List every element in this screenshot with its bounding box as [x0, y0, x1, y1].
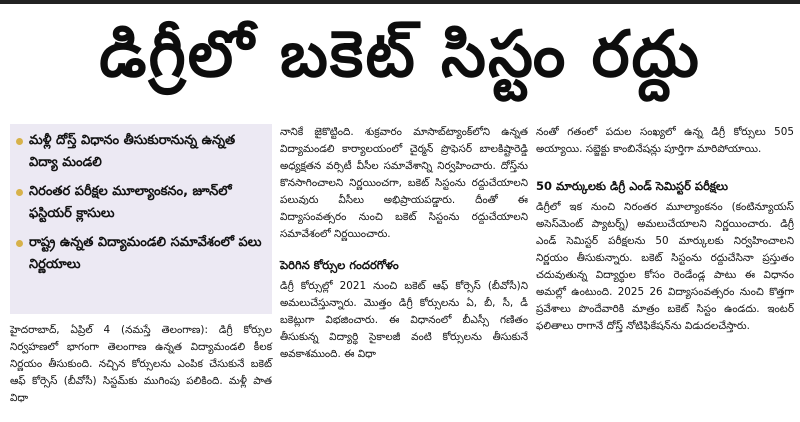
column-3: [536, 124, 794, 335]
highlight-item: [16, 181, 266, 225]
section-subheading: పెరిగిన కోర్సుల గందరగోళం: [280, 258, 399, 272]
bullet-icon: [16, 189, 23, 196]
highlight-text: రాష్ట్ర ఉన్నత విద్యామండలి సమావేశంలో పలు నిర్ణయాలు: [29, 235, 262, 272]
article-paragraph: డిగ్రీ కోర్సుల్లో 2021 నుంచి బకెట్ ఆఫ్ కోర్సెస్ (బీవోసీ)ని అమలుచేస్తున్నారు. మొత్తం డిగ్రీ కోర్సులను ఏ, బీ, సీ, డీ బకెట్లుగా విభజించారు. ఈ విధానంలో బీఎస్సీ గణితం తీసుకున్న విద్యార్థి సైకాలజీ వంటి కోర్సులను తీసుకునే అవకాశముంది. ఈ విధా: [280, 280, 528, 360]
highlight-item: [16, 130, 266, 174]
highlights-box: [10, 124, 272, 314]
column-2: [280, 124, 528, 363]
bullet-icon: [16, 240, 23, 247]
column-1: [10, 124, 272, 407]
section-subheading: 50 మార్కులకు డిగ్రీ ఎండ్ సెమిస్టర్ పరీక్షలు: [536, 179, 729, 193]
highlight-text: మళ్లీ దోస్త్ విధానం తీసుకురానున్న ఉన్నత విద్యా మండలి: [29, 133, 236, 170]
article-paragraph: డిగ్రీలో ఇక నుంచి నిరంతర మూల్యాంకనం (కంటిన్యూయస్ అసెస్‌మెంట్ ప్యాటర్న్) అమలుచేయాలని నిర్ణయించారు. డిగ్రీ ఎండ్ సెమిస్టర్ పరీక్షలను 50 మార్కులకు నిర్వహించాలని నిర్ణయం తీసుకున్నారు. బకెట్ సిస్టంను రద్దుచేసినా ప్రస్తుతం చదువుతున్న విద్యార్థుల కోసం రెండేండ్ల పాటు ఈ విధానం అమల్లో ఉంటుంది. 2025 26 విద్యాసంవత్సరం నుంచి కొత్తగా ప్రవేశాలు పొందేవారికి మాత్రం బకెట్ సిస్టం ఉండదు. ఇంటర్ ఫలితాలు రాగానే దోస్త్ నోటిఫికేషన్‌ను విడుదలచేస్తారు.: [536, 201, 794, 332]
top-rule: [0, 0, 800, 4]
bullet-icon: [16, 138, 23, 145]
highlight-text: నిరంతర పరీక్షల మూల్యాంకనం, జూన్‌లో ఫస్టియర్ క్లాసులు: [29, 184, 232, 221]
article-paragraph: హైదరాబాద్, ఏప్రిల్ 4 (నమస్తే తెలంగాణ): డిగ్రీ కోర్సుల నిర్వహణలో భాగంగా తెలంగాణ ఉన్నత విద్యామండలి కీలక నిర్ణయం తీసుకుంది. నచ్చిన కోర్సులను ఎంపిక చేసుకునే బకెట్ ఆఫ్ కోర్సెస్ (బీవోసీ) సిస్టమ్‌కు ముగింపు పలికింది. మళ్లీ పాత విధా: [10, 324, 272, 404]
headline: డిగ్రీలో బకెట్ సిస్టం రద్దు: [99, 17, 701, 92]
highlight-item: [16, 232, 266, 276]
article-paragraph: నంతో గతంలో పదుల సంఖ్యలో ఉన్న డిగ్రీ కోర్సులు 505 అయ్యాయి. సబ్జెక్టు కాంబినేషన్లు పూర్తిగా మారిపోయాయి.: [536, 126, 794, 155]
article-paragraph: నానికే జైకొట్టింది. శుక్రవారం మాసాబ్‌ట్యాంక్‌లోని ఉన్నత విద్యామండలి కార్యాలయంలో చైర్మన్ ప్రొఫెసర్ బాలకిష్టారెడ్డి అధ్యక్షతన వర్సిటీ వీసీల సమావేశాన్ని నిర్వహించారు. దోస్త్‌ను కొనసాగించాలని నిర్ణయించగా, బకెట్ సిస్టంను రద్దుచేయాలని పలువురు వీసీలు అభిప్రాయపడ్డారు. దీంతో ఈ విద్యాసంవత్సరం నుంచి బకెట్ సిస్టంను రద్దుచేయాలని సమావేశంలో నిర్ణయించారు.: [280, 126, 528, 240]
